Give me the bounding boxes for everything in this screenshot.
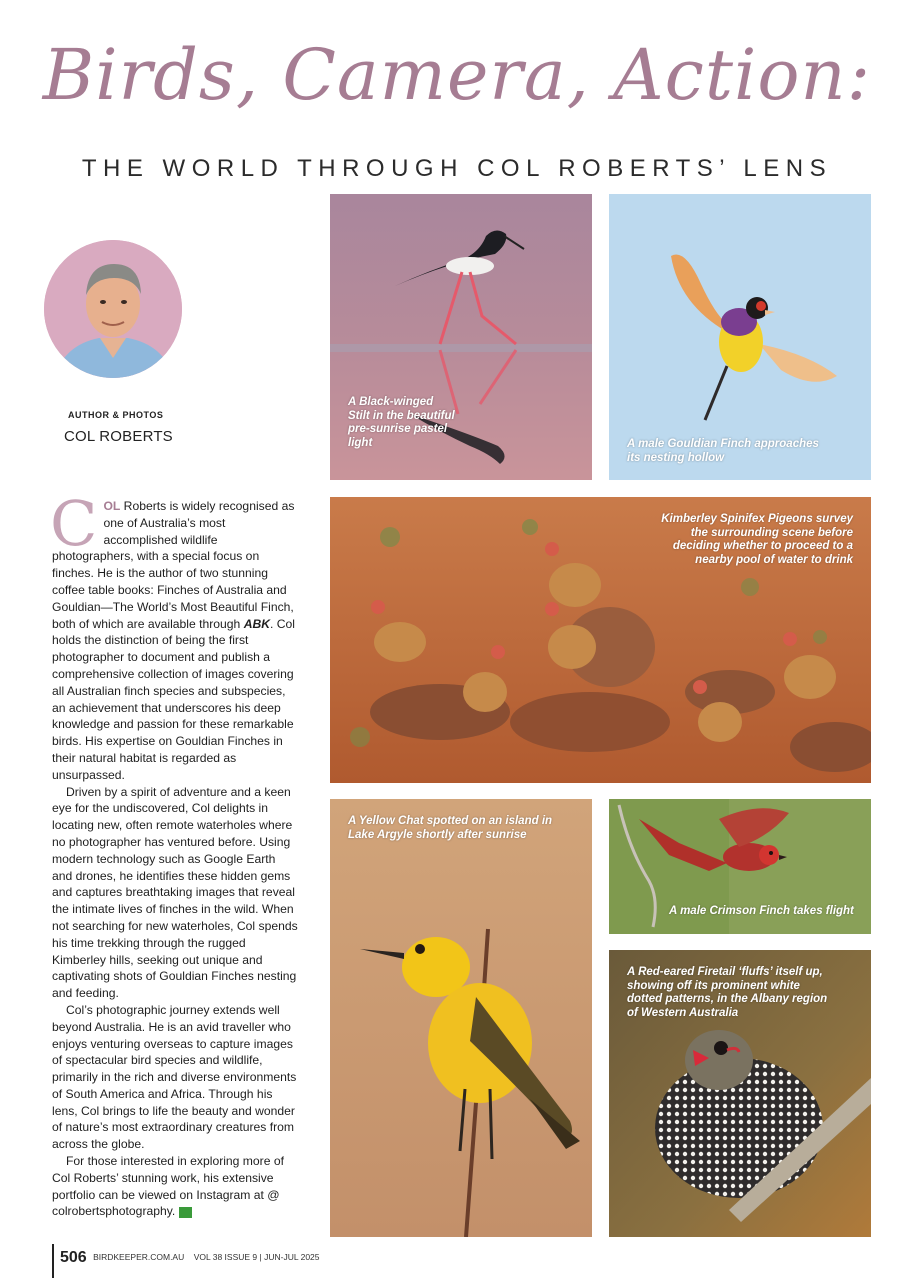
photo-red-eared-firetail: [609, 950, 871, 1237]
caption-stilt: A Black-winged Stilt in the beautiful pre-sunrise pastel light: [348, 396, 455, 449]
caption-firetail: A Red-eared Firetail ‘fluffs’ itself up, showing off its prominent white dotted patterns, in the Albany region of Western Australia: [627, 966, 828, 1019]
author-name: COL ROBERTS: [64, 428, 173, 445]
article-paragraph-1: [50, 487, 298, 784]
article-body: [50, 487, 298, 1220]
page-subtitle: THE WORLD THROUGH COL ROBERTS’ LENS: [81, 155, 833, 182]
photo-spinifex-pigeons: [330, 497, 871, 783]
drop-cap: C: [50, 487, 98, 560]
author-avatar: [44, 240, 182, 378]
lead-in: OL: [103, 499, 121, 513]
photo-crimson-finch: [609, 799, 871, 934]
photo-gouldian-finch: [609, 194, 871, 480]
caption-gouldian: A male Gouldian Finch approaches its nesting hollow: [627, 438, 819, 464]
article-paragraph-3: Col’s photographic journey extends well beyond Australia. He is an avid traveller who enjoys venturing overseas to capture images of spectacular bird species and wildlife, primarily in the rich and diverse environments of South America and Africa. Through his lens, Col brings to life the beauty and wonder of nature’s most extraordinary creatures from across the globe.: [52, 1002, 297, 1152]
footer-website[interactable]: BIRDKEEPER.COM.AU: [93, 1252, 185, 1262]
footer-issue: VOL 38 ISSUE 9 | JUN-JUL 2025: [193, 1252, 320, 1262]
paragraph-4-text: For those interested in exploring more of Col Roberts’ stunning work, his extensive portfolio can be viewed on Instagram at @ colrobertsphotography.: [52, 1154, 284, 1219]
photo-black-winged-stilt: [330, 194, 592, 480]
paragraph-1-text-a: Roberts is widely recognised as one of Australia’s most accomplished wildlife photographers, with a special focus on finches. He is the author of two stunning coffee table books: Finches of Australia and Gouldian—The World’s Most Beautiful Finch, both of which are available through: [52, 499, 295, 631]
article-paragraph-2: Driven by a spirit of adventure and a keen eye for the undiscovered, Col delights in locating new, often remote waterholes where no photographer has ventured before. Using modern technology such as Google Earth and drones, he identifies these hidden gems and captures breathtaking images that reveal the intimate lives of finches in the wild. When not searching for new waterholes, Col spends his time trekking through the rugged Kimberley hills, seeking out unique and captivating shots of Gouldian Finches nesting and feeding.: [52, 784, 298, 1001]
caption-pigeons: Kimberley Spinifex Pigeons survey the surrounding scene before deciding whether to proceed to a nearby pool of water to drink: [661, 513, 853, 566]
author-label: AUTHOR & PHOTOS: [68, 410, 164, 420]
page-number: 506: [60, 1249, 87, 1266]
article-paragraph-4: [52, 1153, 298, 1220]
abk-logo-icon: abk: [179, 1207, 192, 1218]
photo-yellow-chat: [330, 799, 592, 1237]
footer-divider: [52, 1244, 54, 1278]
caption-crimson: A male Crimson Finch takes flight: [669, 905, 854, 917]
author-portrait-image: [44, 240, 182, 378]
caption-yellow-chat: A Yellow Chat spotted on an island in Lake Argyle shortly after sunrise: [348, 815, 553, 841]
page-title: Birds, Camera, Action:: [42, 34, 872, 116]
abk-mention: ABK: [243, 616, 270, 631]
paragraph-1-text-b: . Col holds the distinction of being the first photographer to document and publish a comprehensive collection of images covering all Australian finch species and subspecies, an achievement that underscores his deep knowledge and passion for these remarkable birds. His expertise on Gouldian Finches in their natural habitat is regarded as unsurpassed.: [52, 616, 295, 782]
page-footer: [60, 1249, 320, 1267]
